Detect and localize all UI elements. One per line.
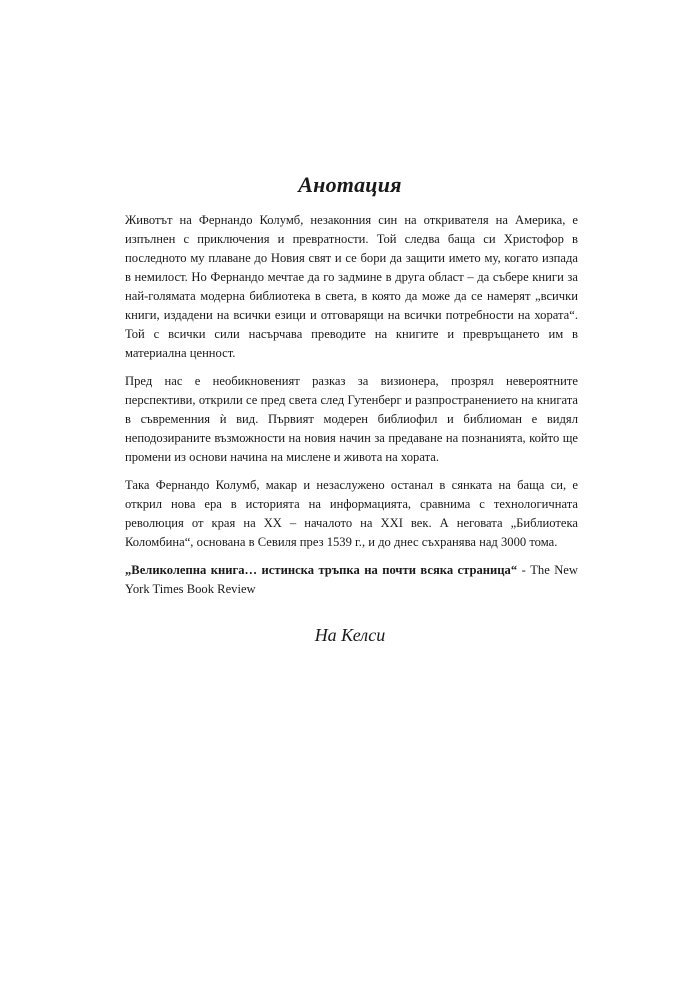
author-signature: На Келси <box>314 625 386 645</box>
review-quote <box>125 561 578 599</box>
annotation-title: Анотация <box>298 172 402 197</box>
review-quote-text: „Великолепна книга… истинска тръпка на почти всяка страница“ <box>125 563 518 577</box>
annotation-body <box>125 211 578 608</box>
review-quote-source: - The New York Times Book Review <box>125 563 578 596</box>
annotation-paragraph-3: Така Фернандо Колумб, макар и незаслужено останал в сянката на баща си, е открил нова ера в историята на информацията, сравнима с технологичната революция от края на XX – началото на XXI век. А неговата „Библиотека Коломбина“, основана в Севиля през 1539 г., и до днес съхранява над 3000 тома. <box>125 478 578 549</box>
annotation-paragraph-1: Животът на Фернандо Колумб, незаконния син на откривателя на Америка, е изпълнен с приключения и превратности. Той следва баща си Христофор в последното му плаване до Новия свят и се бори да защити името му, когато изпада в немилост. Но Фернандо мечтае да го задмине в друга област – да събере книги за най-голямата модерна библиотека в света, в която да може да се намерят „всички книги, издадени на всички езици и отговарящи на всички потребности на хората“. Той с всички сили насърчава преводите на книгите и превръщането им в материална ценност. <box>125 213 578 360</box>
annotation-paragraph-2: Пред нас е необикновеният разказ за визионера, прозрял невероятните перспективи, открили се пред света след Гутенберг и разпространението на книгата в съвременния ѝ вид. Първият модерен библиофил и библиоман е видял неподозираните възможности на новия начин за предаване на познанията, който ще промени из основи начина на мислене и живота на хората. <box>125 374 578 464</box>
